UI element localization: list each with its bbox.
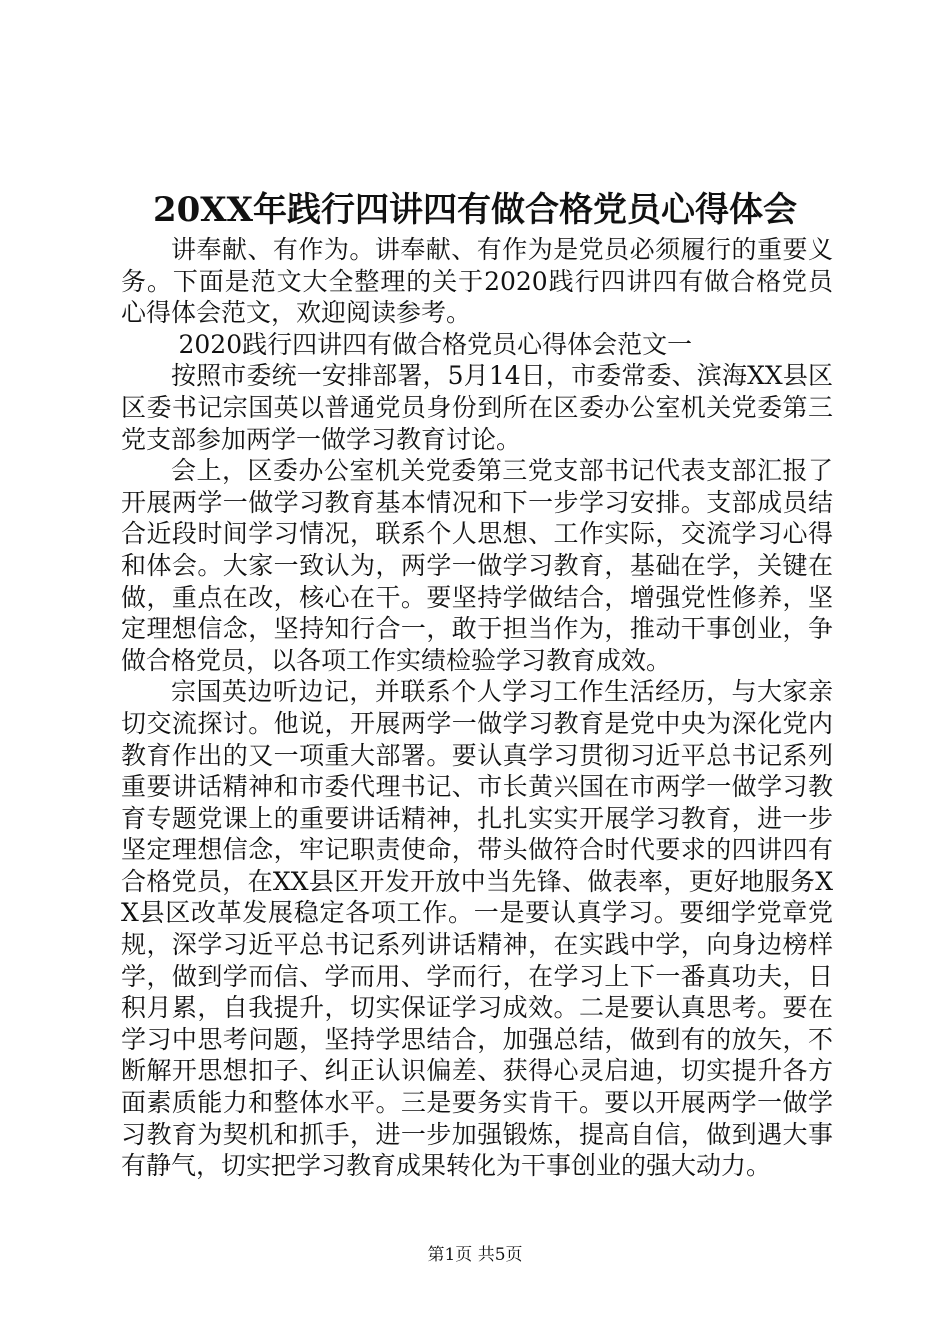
document-title: 20XX年践行四讲四有做合格党员心得体会 bbox=[152, 190, 798, 230]
page-number-footer: 第1页 共5页 bbox=[427, 1245, 523, 1265]
document-body bbox=[121, 234, 833, 1182]
intro-paragraph: 讲奉献、有作为。讲奉献、有作为是党员必须履行的重要义务。下面是范文大全整理的关于2020践行四讲四有做合格党员心得体会范文，欢迎阅读参考。 bbox=[121, 235, 833, 328]
body-paragraph: 按照市委统一安排部署，5月14日，市委常委、滨海XX县区区委书记宗国英以普通党员身份到所在区委办公室机关党委第三党支部参加两学一做学习教育讨论。 bbox=[121, 361, 833, 454]
section-heading: 2020践行四讲四有做合格党员心得体会范文一 bbox=[178, 329, 693, 359]
body-paragraph: 宗国英边听边记，并联系个人学习工作生活经历，与大家亲切交流探讨。他说，开展两学一做学习教育是党中央为深化党内教育作出的又一项重大部署。要认真学习贯彻习近平总书记系列重要讲话精神和市委代理书记、市长黄兴国在市两学一做学习教育专题党课上的重要讲话精神，扎扎实实开展学习教育，进一步坚定理想信念，牢记职责使命，带头做符合时代要求的四讲四有合格党员，在XX县区开发开放中当先锋、做表率，更好地服务XX县区改革发展稳定各项工作。一是要认真学习。要细学党章党规，深学习近平总书记系列讲话精神，在实践中学，向身边榜样学，做到学而信、学而用、学而行，在学习上下一番真功夫，日积月累，自我提升，切实保证学习成效。二是要认真思考。要在学习中思考问题，坚持学思结合，加强总结，做到有的放矢，不断解开思想扣子、纠正认识偏差、获得心灵启迪，切实提升各方面素质能力和整体水平。三是要务实肯干。要以开展两学一做学习教育为契机和抓手，进一步加强锻炼，提高自信，做到遇大事有静气，切实把学习教育成果转化为干事创业的强大动力。 bbox=[121, 677, 833, 1181]
body-paragraph: 会上，区委办公室机关党委第三党支部书记代表支部汇报了开展两学一做学习教育基本情况和下一步学习安排。支部成员结合近段时间学习情况，联系个人思想、工作实际，交流学习心得和体会。大家一致认为，两学一做学习教育，基础在学，关键在做，重点在改，核心在干。要坚持学做结合，增强党性修养，坚定理想信念，坚持知行合一，敢于担当作为，推动干事创业，争做合格党员，以各项工作实绩检验学习教育成效。 bbox=[121, 456, 833, 675]
